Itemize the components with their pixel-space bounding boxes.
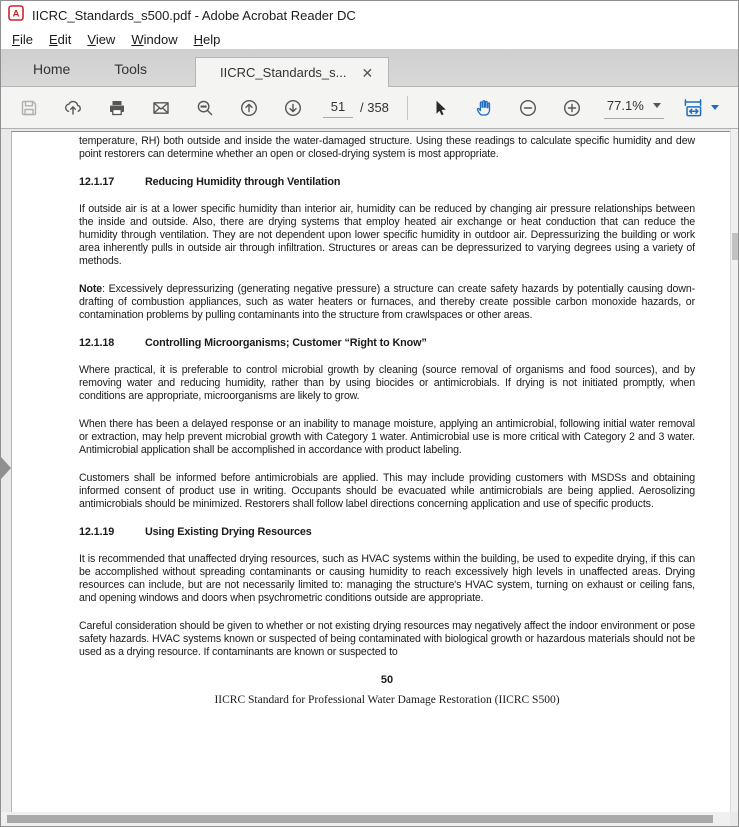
page-total: / 358	[360, 100, 389, 115]
zoom-level-value: 77.1%	[606, 98, 644, 113]
menu-item-window[interactable]: Window	[131, 31, 178, 47]
section-title: Reducing Humidity through Ventilation	[145, 176, 341, 188]
paragraph: Careful consideration should be given to whether or not existing drying resources may negatively affect the indoor environment or pose safety hazards. HVAC systems known or suspected of being contaminated with biological growth or hazardous materials should not be used as a drying resource. If contaminants are known or suspected to	[79, 620, 695, 658]
toolbar-separator	[407, 96, 408, 120]
print-button[interactable]	[104, 95, 130, 121]
menu-bar	[1, 29, 738, 49]
chevron-down-icon	[711, 105, 719, 110]
menu-item-view[interactable]: View	[87, 31, 116, 47]
paragraph: When there has been a delayed response or an inability to manage moisture, applying an antimicrobial, following initial water removal or extraction, may help prevent microbial growth with Category 1 water. Antimicrobial use is more critical with Category 2 and 3 water. Antimicrobial application shall be accomplished in accordance with product labeling.	[79, 418, 695, 456]
chevron-down-icon	[653, 103, 661, 108]
title-bar	[1, 1, 738, 29]
section-number: 12.1.17	[79, 176, 115, 188]
main-toolbar	[1, 87, 738, 129]
page-navigation	[323, 97, 389, 118]
zoom-in-button[interactable]	[559, 95, 585, 121]
section-title: Using Existing Drying Resources	[145, 526, 312, 538]
vertical-scrollbar-thumb[interactable]	[732, 233, 738, 260]
pdf-page	[11, 131, 733, 812]
tab-bar	[1, 49, 738, 87]
menu-item-file[interactable]: File	[12, 31, 33, 47]
hand-tool-button[interactable]	[471, 95, 497, 121]
note-paragraph: Note: Excessively depressurizing (generating negative pressure) a structure can create safety hazards by potentially causing down-drafting of combustion appliances, such as water heaters or furnaces, and thereby create possible carbon monoxide hazards, or contamination problems by pulling contaminants into the structure from crawlspaces or other areas.	[79, 283, 695, 321]
page-number-input[interactable]	[323, 97, 353, 118]
cloud-upload-icon[interactable]	[60, 95, 86, 121]
pdf-page-content	[12, 132, 733, 659]
paragraph: temperature, RH) both outside and inside the water-damaged structure. Using these readings to calculate specific humidity and dew point restorers can determine whether an open or closed-drying system is most appropriate.	[79, 135, 695, 160]
nav-pane-toggle[interactable]	[1, 455, 13, 481]
horizontal-scrollbar[interactable]	[1, 812, 730, 826]
previous-page-button[interactable]	[236, 95, 262, 121]
page-display-dropdown[interactable]	[680, 96, 719, 120]
paragraph: Where practical, it is preferable to control microbial growth by cleaning (source removal of organisms and food sources), and by removing water and reducing humidity, rather than by using biocides or antimicrobials. If drying is not initiated promptly, when conditions are appropriate, microorganisms are likely to grow.	[79, 364, 695, 402]
section-heading	[79, 526, 695, 539]
menu-item-help[interactable]: Help	[193, 31, 221, 47]
section-heading	[79, 176, 695, 189]
paragraph: If outside air is at a lower specific humidity than interior air, humidity can be reduced by changing air pressure relationships between the inside and outside. Also, there are drying systems that employ heated air exchange or heat conduction that can reduce the humidity through ventilation. They are not dependent upon lower specific humidity in outdoor air. Depressurizing the building or work area inherently pulls in outside air through infiltration. Structures or areas can be depressurized to varying degrees using a variety of methods.	[79, 203, 695, 267]
paragraph: It is recommended that unaffected drying resources, such as HVAC systems within the building, be used to expedite drying, if this can be accomplished without spreading contaminants or causing humidity to reach excessively high levels in unaffected areas. Drying resources can include, but are not necessarily limited to: managing the structure's HVAC system, turning on exhaust or ceiling fans, and opening windows and doors when psychrometric conditions outside are appropriate.	[79, 553, 695, 604]
fit-width-icon	[680, 96, 706, 120]
select-tool-button[interactable]	[427, 95, 453, 121]
tab-document[interactable]	[195, 57, 389, 87]
adobe-acrobat-icon	[8, 5, 24, 26]
next-page-button[interactable]	[280, 95, 306, 121]
menu-item-edit[interactable]: Edit	[48, 31, 72, 47]
paragraph: Customers shall be informed before antimicrobials are applied. This may include providing customers with MSDSs and obtaining informed consent of product use in writing. Occupants should be evacuated while antimicrobials are being applied. Aerosolizing antimicrobials should be minimized. Restorers shall follow label directions concerning application and use of specific products.	[79, 472, 695, 510]
tab-tools[interactable]: Tools	[114, 61, 148, 77]
pdf-page-footer	[12, 674, 733, 706]
page-footer-text: IICRC Standard for Professional Water Damage Restoration (IICRC S500)	[214, 694, 560, 706]
vertical-scrollbar[interactable]	[730, 129, 738, 812]
section-number: 12.1.18	[79, 337, 115, 349]
window-title: IICRC_Standards_s500.pdf - Adobe Acrobat Reader DC	[32, 7, 356, 23]
zoom-out-button[interactable]	[515, 95, 541, 121]
svg-text:A: A	[12, 8, 20, 20]
close-icon[interactable]: ✕	[361, 64, 374, 81]
email-button[interactable]	[148, 95, 174, 121]
page-footer-number: 50	[380, 674, 394, 686]
tab-home[interactable]: Home	[33, 61, 71, 77]
document-area	[1, 129, 738, 826]
tab-document-label: IICRC_Standards_s...	[220, 65, 347, 80]
section-title: Controlling Microorganisms; Customer “Right to Know”	[145, 337, 427, 349]
chevron-right-icon	[1, 457, 11, 479]
section-heading	[79, 337, 695, 350]
section-number: 12.1.19	[79, 526, 115, 538]
horizontal-scrollbar-thumb[interactable]	[7, 815, 713, 823]
save-button[interactable]	[16, 95, 42, 121]
search-icon[interactable]	[192, 95, 218, 121]
zoom-level-dropdown[interactable]	[604, 96, 664, 119]
